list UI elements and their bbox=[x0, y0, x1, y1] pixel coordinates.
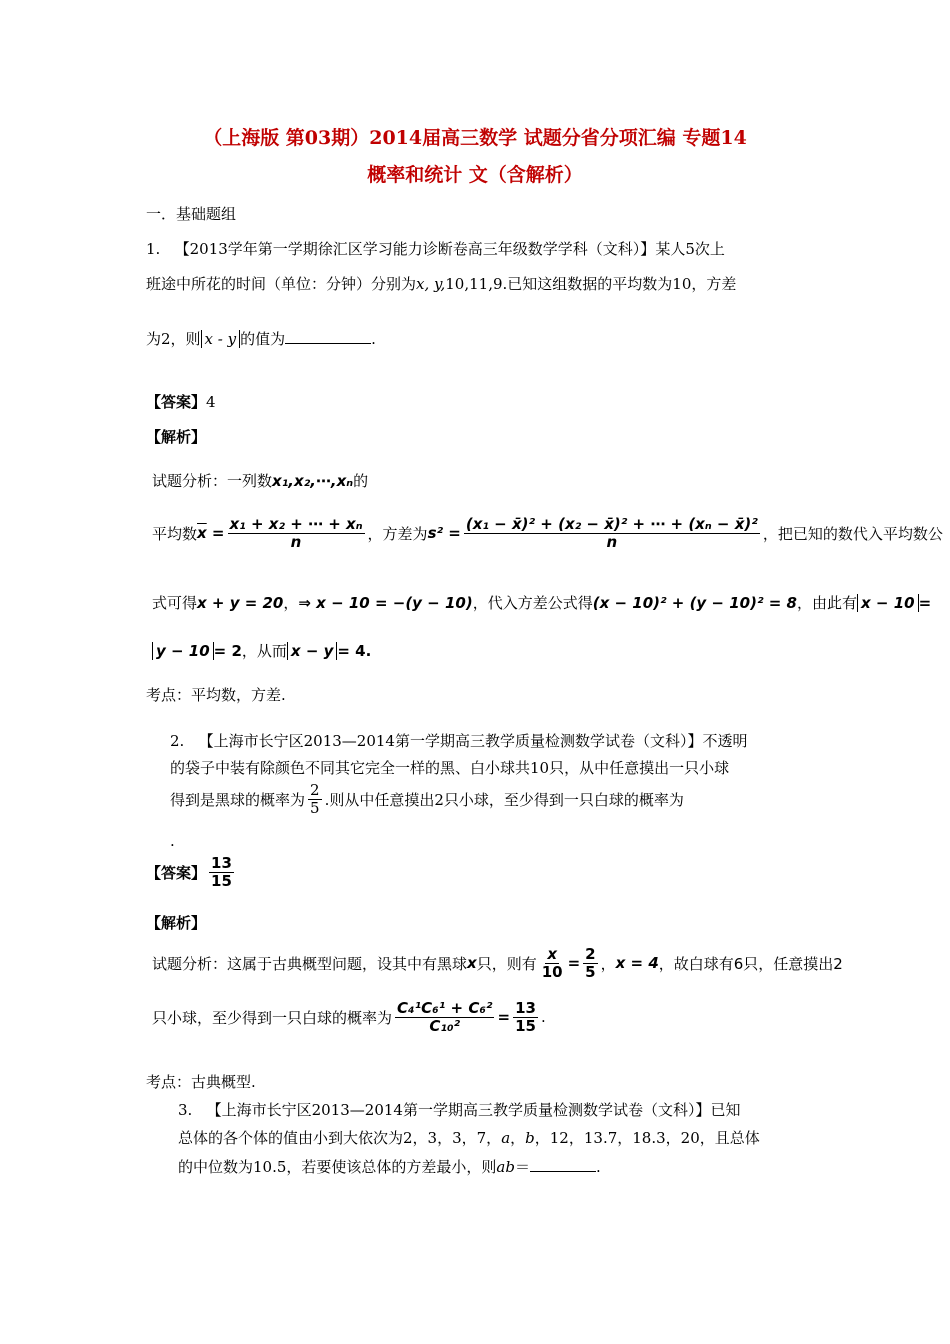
q2-source: 【上海市长宁区2013—2014第一学期高三教学质量检测数学试卷（文科）】 bbox=[198, 732, 703, 750]
q1-analysis-label: 【解析】 bbox=[146, 428, 207, 446]
q1-line2: 班途中所花的时间（单位：分钟）分别为x, y,10,11,9.已知这组数据的平均数为10，方差 bbox=[146, 275, 737, 293]
q2-answer-fraction: $\frac{13}{15}$ bbox=[211, 854, 232, 890]
q1-derivation-line2: y − 10 = 2，从而 x − y = 4. bbox=[152, 640, 371, 661]
q1-formula-line: 平均数 $\overline{x}$ = $\frac{\text{x₁ + x₂ + ⋯ + xₙ}}{n}$ ，方差为 s² = $\frac{\text{(x₁ − x̄)² + (x₂ − x̄)² + ⋯ + (xₙ − x̄)²}}{n}$ ，把已知的数代入平均数公 bbox=[152, 515, 943, 551]
q1-mean-fraction: $\frac{\text{x₁ + x₂ + ⋯ + xₙ}}{n}$ bbox=[229, 515, 363, 551]
q1-number: 1. bbox=[146, 240, 161, 258]
q1-answer-blank bbox=[285, 329, 371, 344]
q2-eq-fraction-1: $\frac{x}{10}$ bbox=[541, 945, 563, 981]
q1-vars: x, y, bbox=[416, 275, 446, 293]
q2-answer: 【答案】 $\frac{13}{15}$ bbox=[146, 854, 232, 890]
q1-sequence: x₁,x₂,⋯,xₙ bbox=[272, 472, 354, 490]
q2-number: 2. bbox=[170, 732, 185, 750]
q3-source: 【上海市长宁区2013—2014第一学期高三教学质量检测数学试卷（文科）】 bbox=[206, 1101, 711, 1119]
q2-line4-end: . bbox=[170, 832, 175, 850]
q2-result-fraction: $\frac{13}{15}$ bbox=[515, 999, 536, 1035]
q1-variance-fraction: $\frac{\text{(x₁ − x̄)² + (x₂ − x̄)² + ⋯ + (xₙ − x̄)²}}{n}$ bbox=[465, 515, 758, 551]
page-title-line1: （上海版 第03期）2014届高三数学 试题分省分项汇编 专题14 bbox=[203, 127, 747, 149]
q2-combination-fraction: $\frac{\text{C₄¹C₆¹ + C₆²}}{\text{C₁₀²}}$ bbox=[397, 999, 493, 1035]
q1-derivation-line1: 式可得x + y = 20，⇒ x − 10 = −(y − 10)，代入方差公式得(x − 10)² + (y − 10)² = 8，由此有 x − 10 = bbox=[152, 594, 932, 612]
q2-analysis-label: 【解析】 bbox=[146, 914, 207, 932]
q3-answer-blank bbox=[530, 1157, 596, 1172]
page-title-line2: 概率和统计 文（含解析） bbox=[367, 164, 583, 186]
q1-analysis-intro: 试题分析：一列数x₁,x₂,⋯,xₙ的 bbox=[152, 472, 369, 490]
q2-analysis-line2: 只小球，至少得到一只白球的概率为 $\frac{\text{C₄¹C₆¹ + C₆²}}{\text{C₁₀²}}$ = $\frac{13}{15}$ . bbox=[152, 999, 546, 1035]
q2-knowledge-point: 考点：古典概型. bbox=[146, 1073, 256, 1091]
q2-line3: 得到是黑球的概率为 $\frac{2}{5}$ .则从中任意摸出2只小球，至少得到一只白球的概率为 bbox=[170, 781, 684, 817]
q2-eq-fraction-2: $\frac{2}{5}$ bbox=[585, 945, 596, 981]
q1-line3: 为2，则 x - y 的值为 . bbox=[146, 330, 376, 348]
q1-mean-symbol: $\overline{x}$ bbox=[197, 524, 207, 542]
q1-abs-expr: x - y bbox=[201, 330, 241, 348]
q2-line1: 2. 【上海市长宁区2013—2014第一学期高三教学质量检测数学试卷（文科）】不透明 bbox=[170, 732, 748, 750]
q1-line1: 1. 【2013学年第一学期徐汇区学习能力诊断卷高三年级数学学科（文科）】某人5次上 bbox=[146, 240, 725, 258]
q2-line2: 的袋子中装有除颜色不同其它完全一样的黑、白小球共10只，从中任意摸出一只小球 bbox=[170, 759, 730, 777]
q1-knowledge-point: 考点：平均数，方差. bbox=[146, 686, 286, 704]
q1-answer: 【答案】4 bbox=[146, 393, 216, 411]
q2-probability-fraction: $\frac{2}{5}$ bbox=[310, 781, 320, 817]
q2-analysis-line1: 试题分析：这属于古典概型问题，设其中有黑球 x 只，则有 $\frac{x}{10}$ = $\frac{2}{5}$ ， x = 4 ，故白球有6只，任意摸出2 bbox=[152, 945, 843, 981]
q3-line1: 3. 【上海市长宁区2013—2014第一学期高三教学质量检测数学试卷（文科）】已知 bbox=[178, 1101, 741, 1119]
q3-line2: 总体的各个体的值由小到大依次为2，3，3，7，a，b，12，13.7，18.3，20，且总体 bbox=[178, 1129, 760, 1147]
q3-line3: 的中位数为10.5，若要使该总体的方差最小，则ab＝ . bbox=[178, 1158, 601, 1176]
section-heading: 一．基础题组 bbox=[146, 205, 237, 223]
q1-source: 【2013学年第一学期徐汇区学习能力诊断卷高三年级数学学科（文科）】 bbox=[174, 240, 656, 258]
q3-number: 3. bbox=[178, 1101, 193, 1119]
